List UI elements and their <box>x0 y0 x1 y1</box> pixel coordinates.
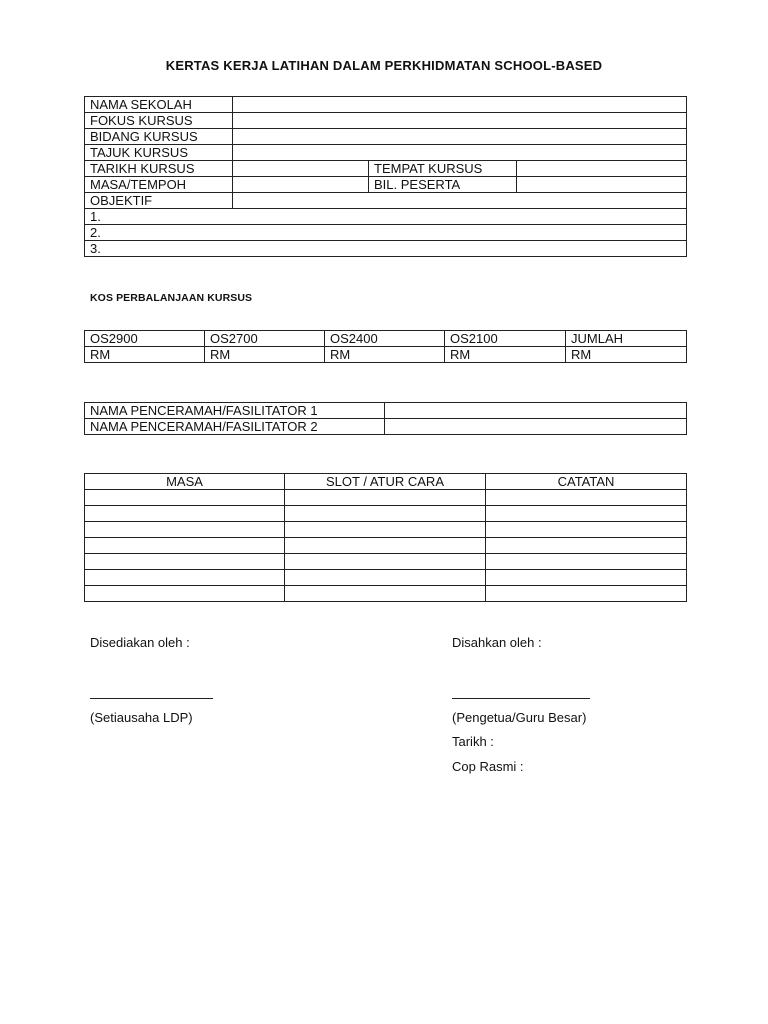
objektif-item-3[interactable]: 3. <box>85 241 687 257</box>
date-label: Tarikh : <box>452 734 494 749</box>
schedule-cell[interactable] <box>486 538 687 554</box>
schedule-cell[interactable] <box>85 506 285 522</box>
field-nama-sekolah[interactable] <box>233 97 687 113</box>
row-objektif-3 <box>85 241 687 257</box>
label-speaker-2: NAMA PENCERAMAH/FASILITATOR 2 <box>85 419 385 435</box>
schedule-header-masa: MASA <box>85 474 285 490</box>
row-tarikh-tempat <box>85 161 687 177</box>
label-tempat-kursus: TEMPAT KURSUS <box>369 161 517 177</box>
label-bidang-kursus: BIDANG KURSUS <box>85 129 233 145</box>
label-tajuk-kursus: TAJUK KURSUS <box>85 145 233 161</box>
schedule-cell[interactable] <box>285 570 486 586</box>
cost-header-os2700: OS2700 <box>205 331 325 347</box>
schedule-cell[interactable] <box>85 538 285 554</box>
schedule-cell[interactable] <box>85 586 285 602</box>
schedule-cell[interactable] <box>486 586 687 602</box>
objektif-item-1[interactable]: 1. <box>85 209 687 225</box>
cost-value-os2400[interactable]: RM <box>325 347 445 363</box>
row-masa-peserta <box>85 177 687 193</box>
row-objektif <box>85 193 687 209</box>
label-fokus-kursus: FOKUS KURSUS <box>85 113 233 129</box>
field-tarikh-kursus[interactable] <box>233 161 369 177</box>
schedule-cell[interactable] <box>85 490 285 506</box>
schedule-cell[interactable] <box>486 554 687 570</box>
prepared-by-label: Disediakan oleh : <box>90 635 190 650</box>
field-speaker-1[interactable] <box>385 403 687 419</box>
cost-header-row <box>85 331 687 347</box>
schedule-row <box>85 490 687 506</box>
schedule-cell[interactable] <box>285 490 486 506</box>
row-objektif-1 <box>85 209 687 225</box>
cost-value-jumlah[interactable]: RM <box>566 347 687 363</box>
label-bil-peserta: BIL. PESERTA <box>369 177 517 193</box>
row-tajuk-kursus <box>85 145 687 161</box>
row-nama-sekolah <box>85 97 687 113</box>
schedule-cell[interactable] <box>285 554 486 570</box>
label-masa-tempoh: MASA/TEMPOH <box>85 177 233 193</box>
cost-table <box>84 330 687 363</box>
schedule-cell[interactable] <box>285 538 486 554</box>
field-bil-peserta[interactable] <box>517 177 687 193</box>
field-objektif[interactable] <box>233 193 687 209</box>
schedule-table <box>84 473 687 602</box>
field-tempat-kursus[interactable] <box>517 161 687 177</box>
label-speaker-1: NAMA PENCERAMAH/FASILITATOR 1 <box>85 403 385 419</box>
prepared-by-role: (Setiausaha LDP) <box>90 710 193 725</box>
prepared-by-signature-line[interactable] <box>90 698 213 699</box>
document-title: KERTAS KERJA LATIHAN DALAM PERKHIDMATAN SCHOOL-BASED <box>165 58 603 73</box>
course-info-table <box>84 96 687 257</box>
schedule-row <box>85 506 687 522</box>
schedule-row <box>85 538 687 554</box>
schedule-cell[interactable] <box>486 522 687 538</box>
schedule-cell[interactable] <box>285 586 486 602</box>
cost-header-jumlah: JUMLAH <box>566 331 687 347</box>
cost-value-os2100[interactable]: RM <box>445 347 566 363</box>
field-masa-tempoh[interactable] <box>233 177 369 193</box>
label-objektif: OBJEKTIF <box>85 193 233 209</box>
official-stamp-label: Cop Rasmi : <box>452 759 524 774</box>
objektif-item-2[interactable]: 2. <box>85 225 687 241</box>
row-objektif-2 <box>85 225 687 241</box>
schedule-cell[interactable] <box>285 522 486 538</box>
approved-by-label: Disahkan oleh : <box>452 635 542 650</box>
row-fokus-kursus <box>85 113 687 129</box>
label-nama-sekolah: NAMA SEKOLAH <box>85 97 233 113</box>
schedule-cell[interactable] <box>85 570 285 586</box>
schedule-cell[interactable] <box>486 490 687 506</box>
schedule-row <box>85 522 687 538</box>
field-speaker-2[interactable] <box>385 419 687 435</box>
schedule-cell[interactable] <box>285 506 486 522</box>
schedule-row <box>85 570 687 586</box>
schedule-cell[interactable] <box>85 554 285 570</box>
schedule-cell[interactable] <box>486 506 687 522</box>
field-bidang-kursus[interactable] <box>233 129 687 145</box>
schedule-header-slot: SLOT / ATUR CARA <box>285 474 486 490</box>
speakers-table <box>84 402 687 435</box>
speaker-row-1 <box>85 403 687 419</box>
label-tarikh-kursus: TARIKH KURSUS <box>85 161 233 177</box>
speaker-row-2 <box>85 419 687 435</box>
schedule-row <box>85 586 687 602</box>
schedule-header-row <box>85 474 687 490</box>
schedule-cell[interactable] <box>85 522 285 538</box>
cost-value-os2700[interactable]: RM <box>205 347 325 363</box>
cost-section-label: KOS PERBALANJAAN KURSUS <box>90 292 253 304</box>
field-fokus-kursus[interactable] <box>233 113 687 129</box>
row-bidang-kursus <box>85 129 687 145</box>
schedule-row <box>85 554 687 570</box>
cost-header-os2400: OS2400 <box>325 331 445 347</box>
cost-value-row <box>85 347 687 363</box>
schedule-cell[interactable] <box>486 570 687 586</box>
field-tajuk-kursus[interactable] <box>233 145 687 161</box>
cost-header-os2100: OS2100 <box>445 331 566 347</box>
cost-header-os2900: OS2900 <box>85 331 205 347</box>
schedule-header-catatan: CATATAN <box>486 474 687 490</box>
approved-by-signature-line[interactable] <box>452 698 590 699</box>
approved-by-role: (Pengetua/Guru Besar) <box>452 710 587 725</box>
cost-value-os2900[interactable]: RM <box>85 347 205 363</box>
